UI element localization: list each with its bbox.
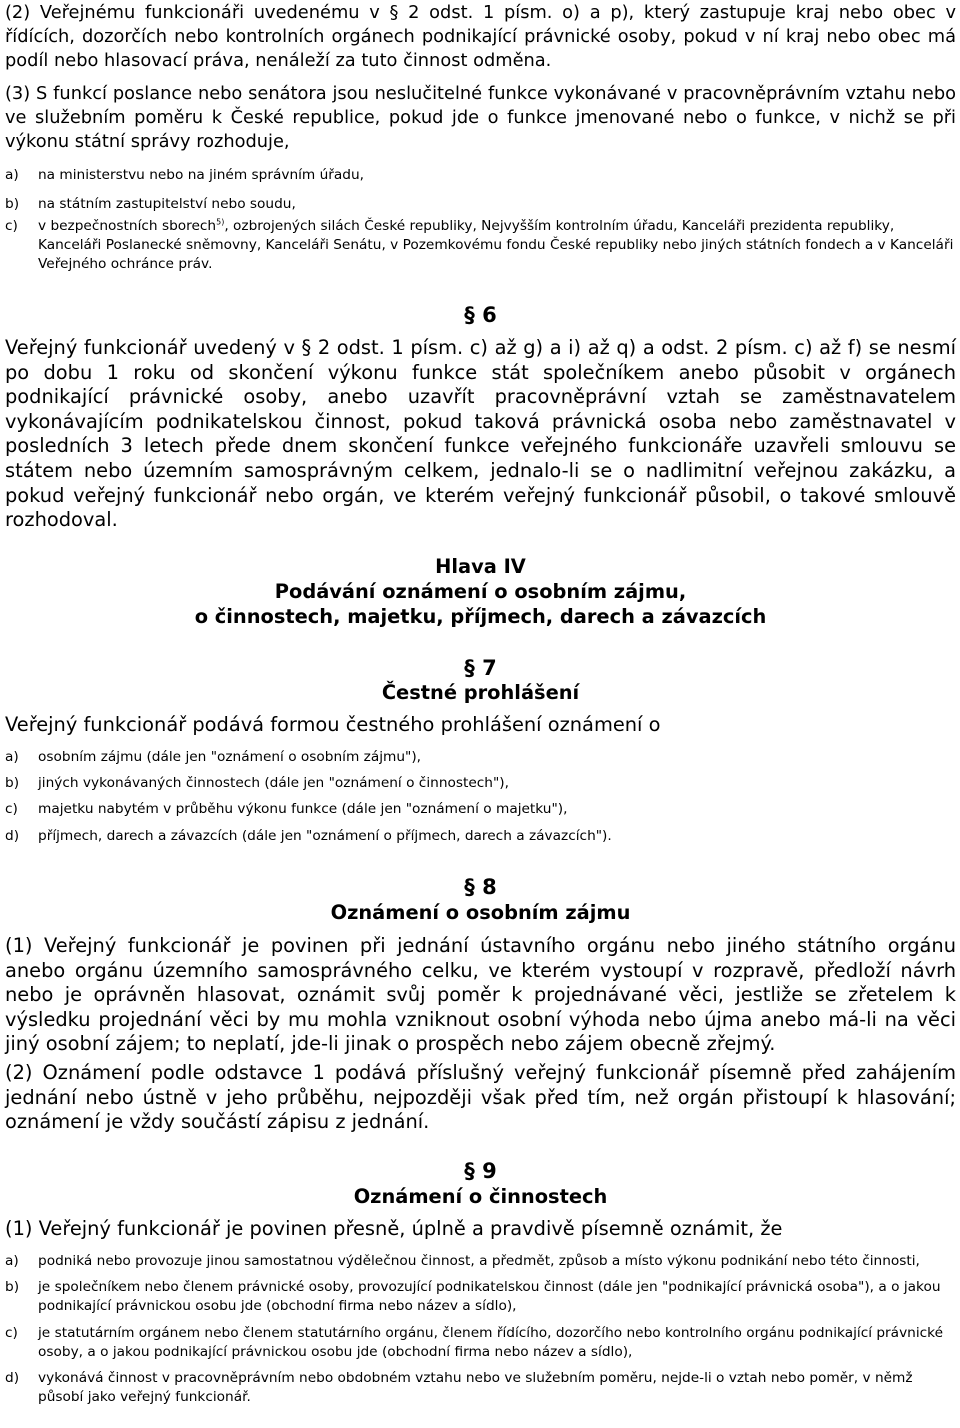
section-9-heading: Oznámení o činnostech <box>353 1185 608 1208</box>
section-9-intro: (1) Veřejný funkcionář je povinen přesně, úplně a pravdivě písemně oznámit, že <box>5 1217 783 1240</box>
list-label: d) <box>5 827 20 844</box>
list-text: osobním zájmu (dále jen "oznámení o osobním zájmu"), <box>38 749 422 765</box>
list-text: příjmech, darech a závazcích (dále jen "oznámení o příjmech, darech a závazcích"). <box>38 827 612 844</box>
paragraph-2: (2) Veřejnému funkcionáři uvedenému v § 2 odst. 1 písm. o) a p), který zastupuje kraj nebo obec v řídících, dozorčích nebo kontrolních orgánech podnikající právnické osoby, pokud v ní kraj nebo obec má podíl nebo hlasovací práva, nenáleží za tuto činnost odměna. <box>5 2 956 71</box>
list-label: c) <box>5 1324 18 1341</box>
list-text: je společníkem nebo členem právnické osoby, provozující podnikatelskou činnost (dále jen "podnikající právnická osoba"), a o jakou podnikající právnickou osobu jde (obchodní firma nebo název a sídlo), <box>38 1279 941 1315</box>
list-text: na ministerstvu nebo na jiném správním úřadu, <box>38 167 365 183</box>
footnote-ref: 5) <box>216 217 225 227</box>
list-item-a <box>5 166 956 185</box>
list-item <box>5 827 956 846</box>
list-label: c) <box>5 218 18 234</box>
paragraph-3: (3) S funkcí poslance nebo senátora jsou neslučitelné funkce vykonávané v pracovněprávním vztahu nebo ve služebním poměru k České republice, pokud jde o funkce jmenované nebo o funkce, v nichž se při výkonu státní správy rozhoduje, <box>5 83 956 152</box>
section-7-list <box>5 748 956 846</box>
section-8-paragraph-2: (2) Oznámení podle odstavce 1 podává příslušný veřejný funkcionář písemně před zahájením jednání nebo ústně v jeho průběhu, nejpozději však před tím, než orgán přistoupí k hlasování; oznámení je vždy součástí zápisu z jednání. <box>5 1061 956 1134</box>
list-item <box>5 1252 956 1271</box>
list-label: c) <box>5 801 18 818</box>
section-9-title: § 9 <box>464 1159 497 1183</box>
list-item <box>5 1278 956 1316</box>
list-text: je statutárním orgánem nebo členem statutárního orgánu, členem řídícího, dozorčího nebo kontrolního orgánu podnikající právnické osoby, a o jakou podnikající právnickou osobu jde (obchodní firma nebo název a sídlo), <box>38 1324 944 1360</box>
section-8-heading: Oznámení o osobním zájmu <box>330 901 631 924</box>
list-text-post: , ozbrojených silách České republiky, Nejvyšším kontrolním úřadu, Kanceláři prezidenta republiky, Kanceláři Poslanecké sněmovny, Kanceláři Senátu, v Pozemkovému fondu České republiky nebo jiných státních fondech a v Kanceláři Veřejného ochránce práv. <box>38 218 954 273</box>
list-text: jiných vykonávaných činnostech (dále jen "oznámení o činnostech"), <box>38 775 509 792</box>
section-7-title: § 7 <box>464 656 497 680</box>
chapter-title-line1: Podávání oznámení o osobním zájmu, <box>274 580 687 603</box>
chapter-number: Hlava IV <box>435 555 526 578</box>
list-item <box>5 1369 956 1407</box>
list-label: b) <box>5 196 20 212</box>
list-label: d) <box>5 1370 20 1387</box>
list-label: a) <box>5 1253 19 1269</box>
list-item <box>5 800 956 819</box>
section-7-heading: Čestné prohlášení <box>381 681 580 704</box>
chapter-title-line2: o činnostech, majetku, příjmech, darech a závazcích <box>194 605 767 628</box>
section-6-text: Veřejný funkcionář uvedený v § 2 odst. 1 písm. c) až g) a i) až q) a odst. 2 písm. c) až f) se nesmí po dobu 1 roku od skončení výkonu funkce stát společníkem anebo působit v orgánech podnikající právnické osoby, anebo uzavřít pracovněprávní vztah se zaměstnavatelem vykonávajícím podnikatelskou činnost, pokud taková právnická osoba nebo zaměstnavatel v posledních 3 letech přede dnem skončení funkce veřejného funkcionáře uzavřeli smlouvu se státem nebo územním samosprávným celkem, jednalo-li se o nadlimitní veřejnou zakázku, a pokud veřejný funkcionář nebo orgán, ve kterém veřejný funkcionář působil, o takové smlouvě rozhodoval. <box>5 336 956 532</box>
list-item <box>5 1324 956 1362</box>
list-item-b <box>5 195 956 214</box>
list-text <box>38 217 956 275</box>
section-8-paragraph-1: (1) Veřejný funkcionář je povinen při jednání ústavního orgánu nebo jiného státního orgánu anebo orgánu územního samosprávného celku, ve kterém vystoupí v rozpravě, předloží návrh nebo je oprávněn hlasovat, oznámit svůj poměr k projednávané věci, jestliže se zřetelem k výsledku projednání věci by mu mohla vzniknout osobní výhoda nebo újma anebo má-li na věci jiný osobní zájem; to neplatí, jde-li jinak o prospěch nebo zájem obecně zřejmý. <box>5 934 956 1056</box>
list-text-pre: v bezpečnostních sborech <box>38 218 217 234</box>
list-item <box>5 748 956 767</box>
section-6-title: § 6 <box>464 303 497 327</box>
list-label: a) <box>5 167 19 183</box>
list-text: podniká nebo provozuje jinou samostatnou výdělečnou činnost, a předmět, způsob a místo výkonu podnikání nebo této činnosti, <box>38 1253 920 1269</box>
list-text: vykonává činnost v pracovněprávním nebo obdobném vztahu nebo ve služebním poměru, nejde-li o vztah nebo poměr, v němž působí jako veřejný funkcionář. <box>38 1370 913 1406</box>
section-8-title: § 8 <box>464 875 497 899</box>
list-text: majetku nabytém v průběhu výkonu funkce (dále jen "oznámení o majetku"), <box>38 801 568 818</box>
list-label: a) <box>5 749 19 765</box>
section-7-intro: Veřejný funkcionář podává formou čestného prohlášení oznámení o <box>5 713 661 736</box>
list-label: b) <box>5 1279 20 1296</box>
section-9-list <box>5 1252 956 1407</box>
list-text: na státním zastupitelství nebo soudu, <box>38 196 296 212</box>
list-item <box>5 774 956 793</box>
list-item-c <box>5 217 956 275</box>
list-label: b) <box>5 775 20 792</box>
